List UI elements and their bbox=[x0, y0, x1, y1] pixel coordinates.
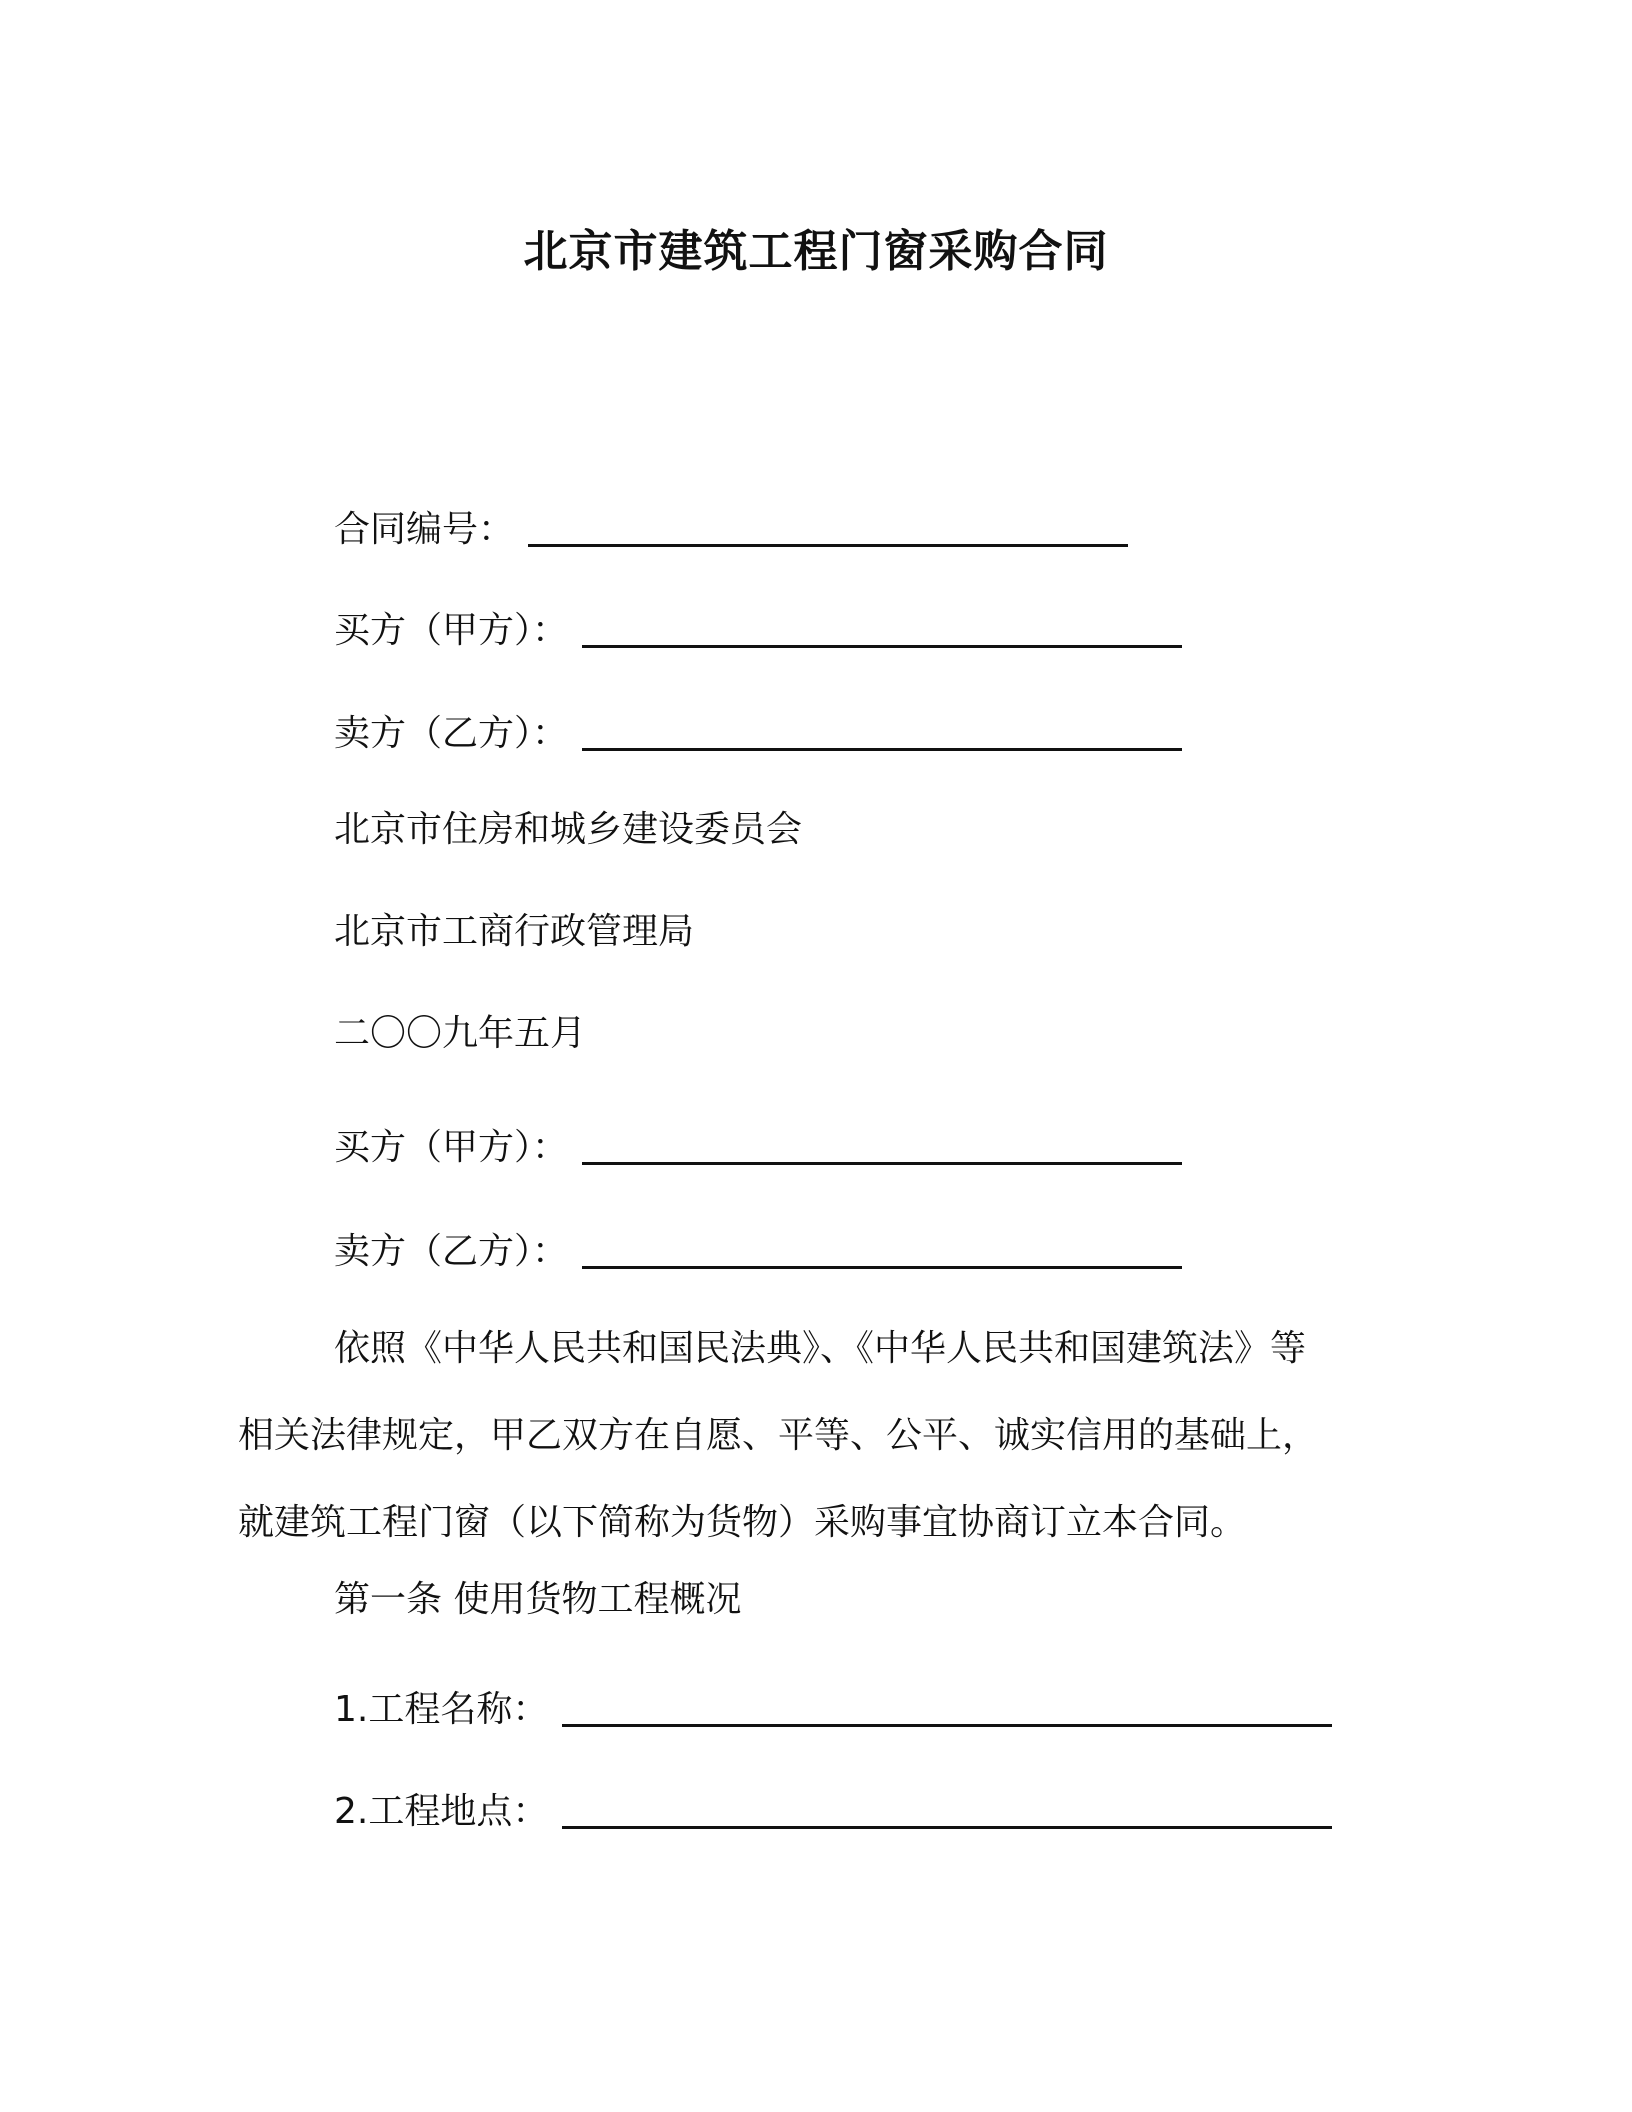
buyer-blank-2 bbox=[582, 1128, 1182, 1165]
buyer-label-2: 买方（甲方）： bbox=[334, 1127, 569, 1168]
project-location-blank bbox=[562, 1792, 1332, 1829]
buyer-blank-1 bbox=[582, 611, 1182, 648]
project-name-label: 1.工程名称： bbox=[334, 1689, 549, 1730]
project-location-line bbox=[334, 1786, 1332, 1836]
seller-label-1: 卖方（乙方）： bbox=[334, 713, 569, 754]
contract-number-blank bbox=[528, 510, 1128, 547]
contract-number-label: 合同编号： bbox=[334, 509, 515, 550]
project-name-blank bbox=[562, 1690, 1332, 1727]
document-title: 北京市建筑工程门窗采购合同 bbox=[523, 226, 1109, 277]
project-location-label: 2.工程地点： bbox=[334, 1791, 549, 1832]
seller-blank-1 bbox=[582, 714, 1182, 751]
preamble-line-1: 依照《中华人民共和国民法典》、《中华人民共和国建筑法》等 bbox=[334, 1328, 1307, 1369]
preamble-line-3: 就建筑工程门窗（以下简称为货物）采购事宜协商订立本合同。 bbox=[238, 1502, 1247, 1543]
buyer-line-2 bbox=[334, 1122, 1182, 1172]
buyer-label-1: 买方（甲方）： bbox=[334, 610, 569, 651]
buyer-line-1 bbox=[334, 605, 1182, 655]
issuer-2: 北京市工商行政管理局 bbox=[334, 911, 695, 952]
seller-line-1 bbox=[334, 708, 1182, 758]
contract-number-line bbox=[334, 504, 1128, 554]
seller-label-2: 卖方（乙方）： bbox=[334, 1231, 569, 1272]
article-1-heading: 第一条 使用货物工程概况 bbox=[334, 1579, 742, 1620]
seller-blank-2 bbox=[582, 1232, 1182, 1269]
issuer-1: 北京市住房和城乡建设委员会 bbox=[334, 809, 803, 850]
seller-line-2 bbox=[334, 1226, 1182, 1276]
preamble-paragraph bbox=[238, 1305, 1398, 1566]
project-name-line bbox=[334, 1684, 1332, 1734]
issue-date: 二〇〇九年五月 bbox=[334, 1013, 587, 1054]
preamble-line-2: 相关法律规定，甲乙双方在自愿、平等、公平、诚实信用的基础上， bbox=[238, 1415, 1319, 1456]
